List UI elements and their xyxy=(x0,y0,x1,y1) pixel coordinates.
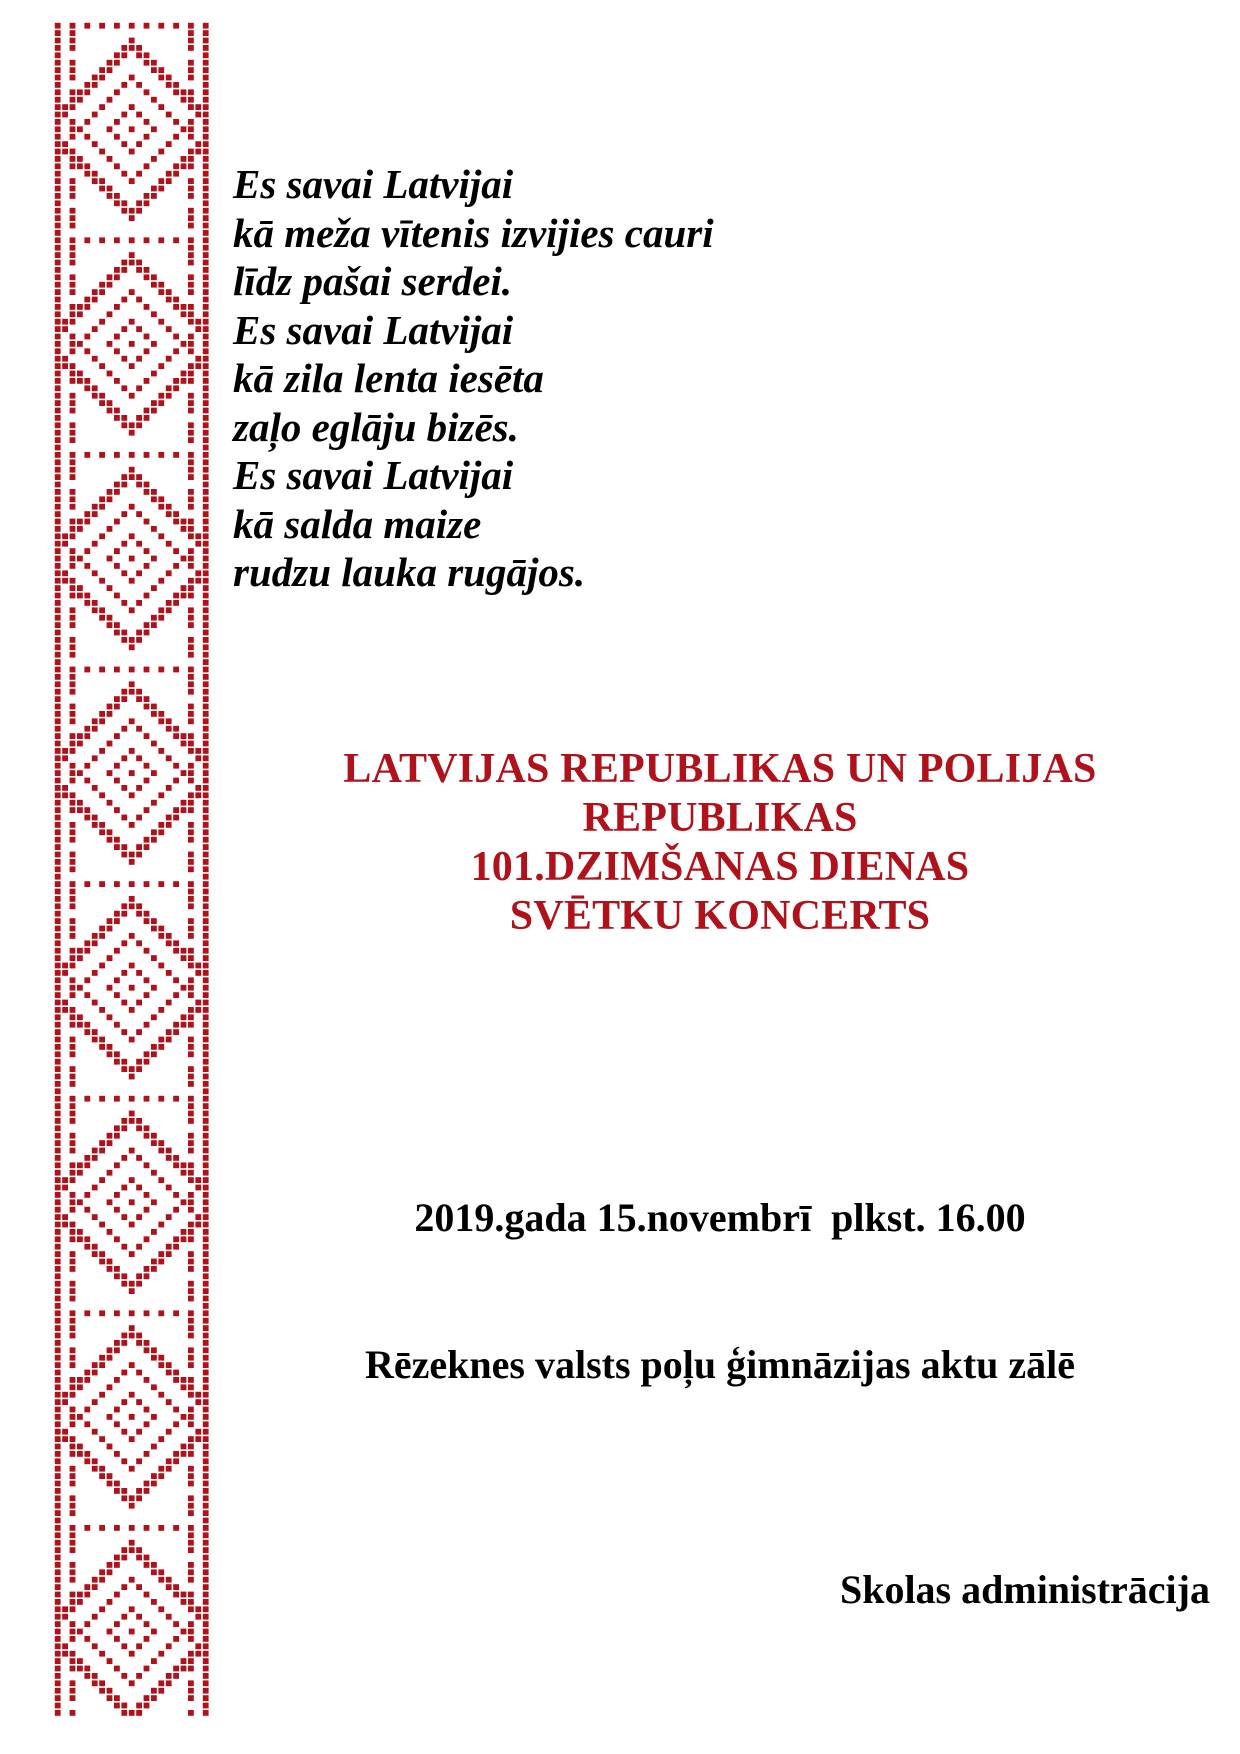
poem-line: zaļo eglāju bizēs. xyxy=(233,403,519,450)
poem-line: kā zila lenta iesēta xyxy=(233,355,544,401)
poem-line: Es savai Latvijai xyxy=(233,161,514,207)
concert-title xyxy=(240,745,1200,941)
poem-line: kā salda maize xyxy=(233,500,482,547)
event-venue: Rēzeknes valsts poļu ģimnāzijas aktu zālē xyxy=(365,1342,1075,1387)
poem-line: rudzu lauka rugājos. xyxy=(233,549,586,595)
signature: Skolas administrācija xyxy=(839,1567,1210,1612)
poem-line: līdz pašai serdei. xyxy=(233,258,513,304)
title-line: 101.DZIMŠANAS DIENAS xyxy=(470,844,970,890)
event-datetime: 2019.gada 15.novembrī plkst. 16.00 xyxy=(414,1195,1026,1240)
title-line: LATVIJAS REPUBLIKAS UN POLIJAS xyxy=(343,746,1097,792)
ornament-border xyxy=(54,22,210,1722)
poem xyxy=(233,160,714,597)
event-details xyxy=(240,1095,1200,1438)
poem-line: kā meža vītenis izvijies cauri xyxy=(233,209,714,256)
poem-line: Es savai Latvijai xyxy=(233,452,514,498)
poem-line: Es savai Latvijai xyxy=(233,306,514,353)
title-line: REPUBLIKAS xyxy=(582,795,858,841)
title-line: SVĒTKU KONCERTS xyxy=(509,893,931,939)
